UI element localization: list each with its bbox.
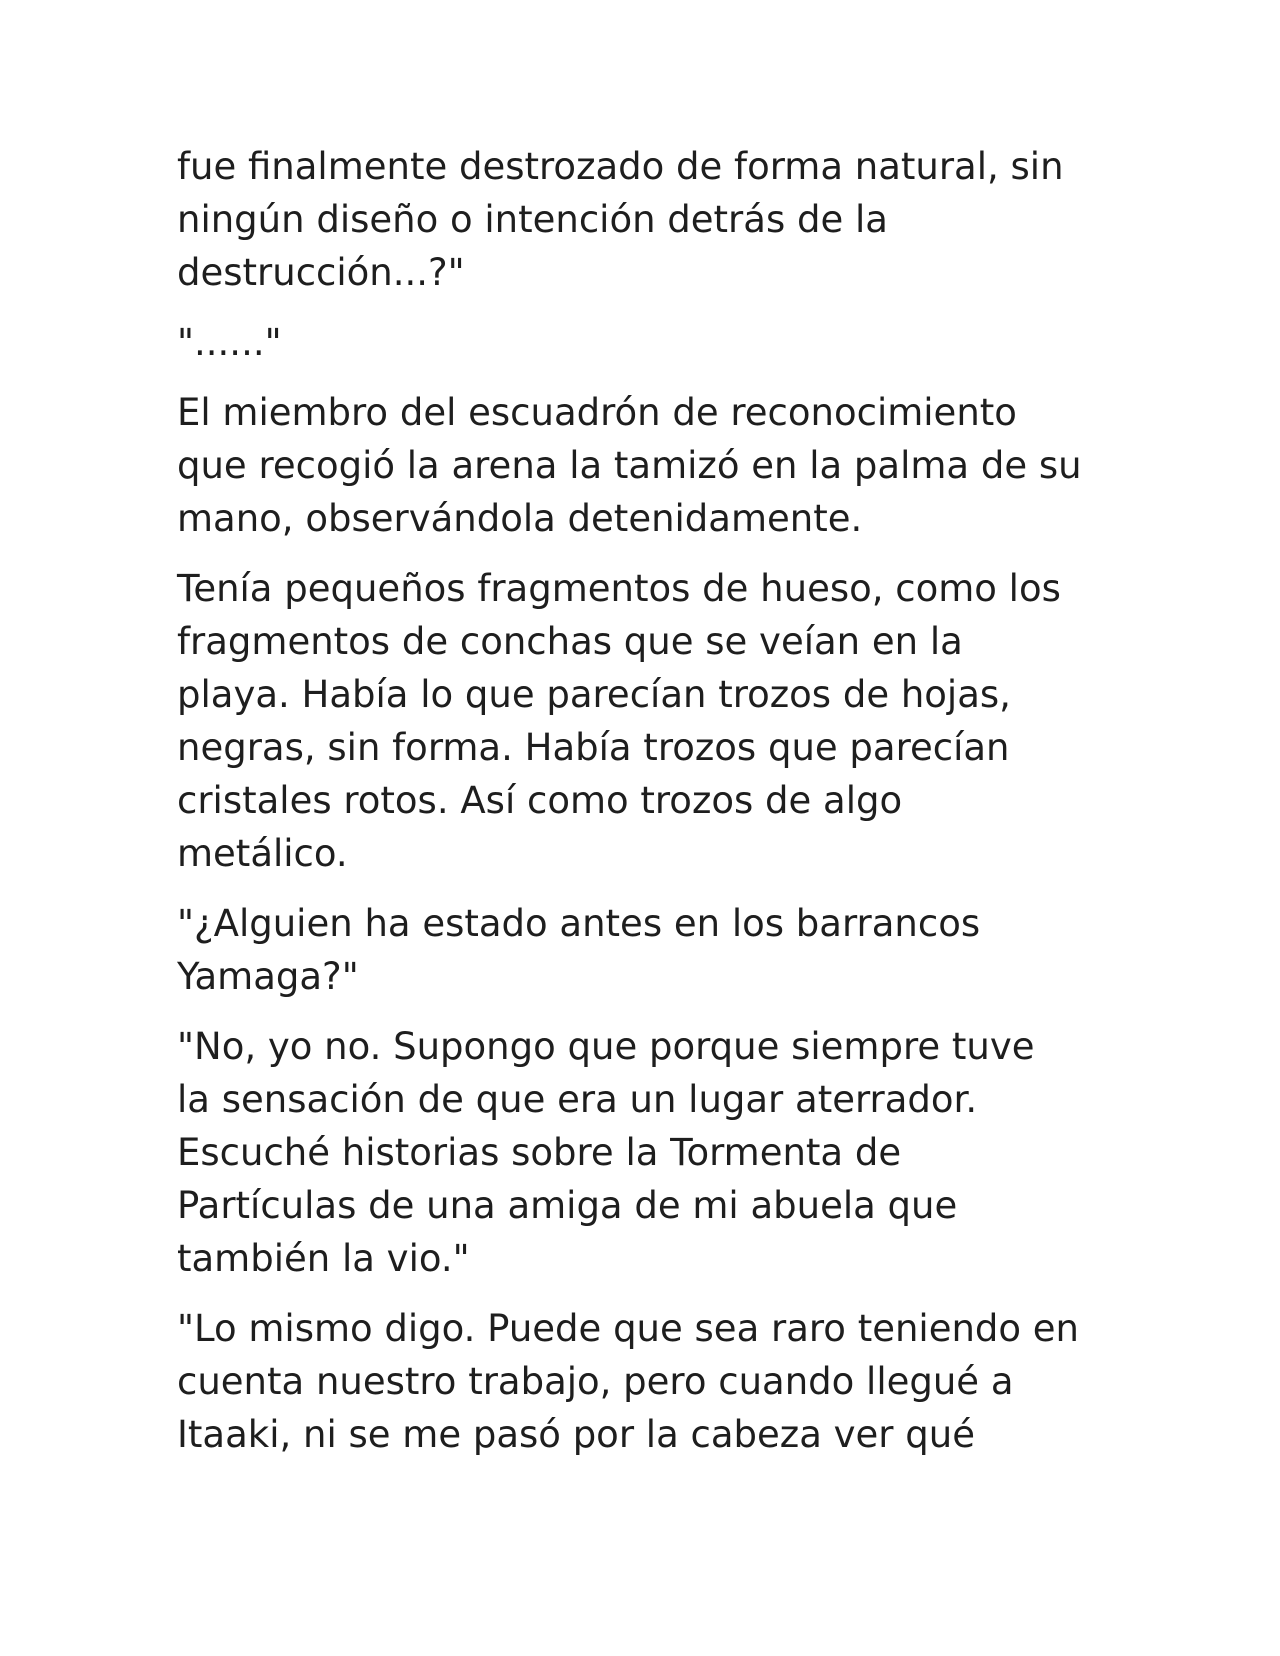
paragraph-5: "¿Alguien ha estado antes en los barrancos Yamaga?": [177, 902, 981, 998]
paragraph-4: Tenía pequeños fragmentos de hueso, como los fragmentos de conchas que se veían en la playa. Había lo que parecían trozos de hojas, negras, sin forma. Había trozos que parecían cristales rotos. Así como trozos de algo metálico.: [177, 567, 1061, 875]
paragraph-3: El miembro del escuadrón de reconocimiento que recogió la arena la tamizó en la palma de su mano, observándola detenidamente.: [177, 391, 1082, 540]
paragraph-2: "......": [177, 321, 282, 364]
paragraph-6: "No, yo no. Supongo que porque siempre tuve la sensación de que era un lugar aterrador. Escuché historias sobre la Tormenta de Partículas de una amiga de mi abuela que también la vio.": [177, 1025, 1035, 1280]
paragraph-7: "Lo mismo digo. Puede que sea raro teniendo en cuenta nuestro trabajo, pero cuando llegué a Itaaki, ni se me pasó por la cabeza ver qué: [177, 1307, 1080, 1456]
document-page: [177, 140, 1107, 1478]
paragraph-1: fue finalmente destrozado de forma natural, sin ningún diseño o intención detrás de la destrucción...?": [177, 145, 1064, 294]
